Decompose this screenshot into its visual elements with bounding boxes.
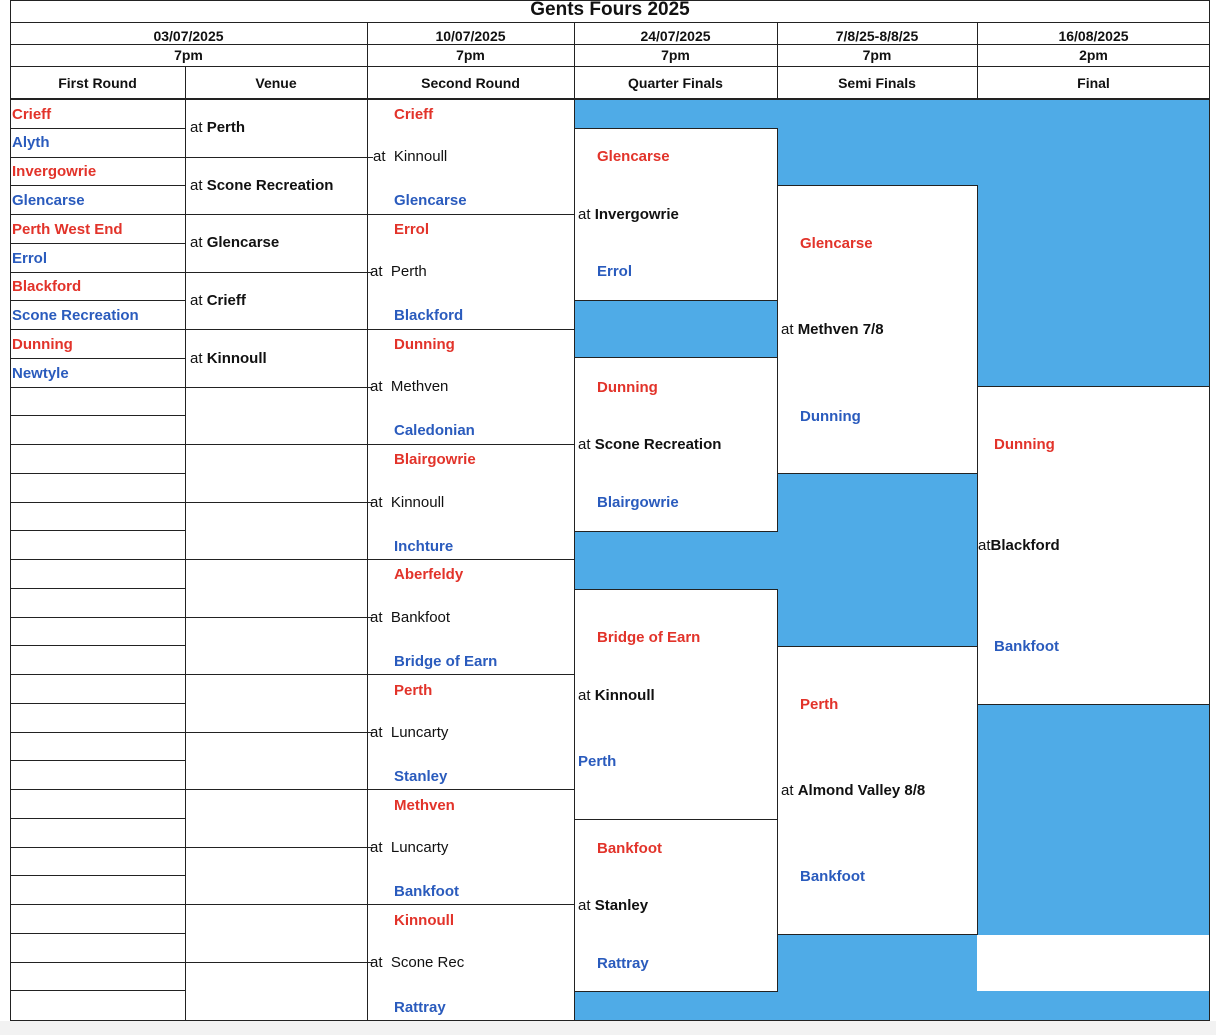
first-round-row-line (10, 703, 185, 704)
second-round-mid-tick (367, 962, 373, 963)
col-divider-second (367, 22, 368, 1021)
first-round-row-line (10, 185, 185, 186)
quarter-finals-time: 7pm (661, 47, 690, 63)
first-round-date: 03/07/2025 (153, 28, 224, 44)
first-round-row-line (10, 933, 185, 934)
header-top-line (10, 66, 1210, 67)
second-round-match-line (367, 789, 574, 790)
first-round-team: Invergowrie (12, 163, 97, 180)
second-round-match-line (367, 329, 574, 330)
second-round-match-line (367, 444, 574, 445)
first-round-team: Scone Recreation (12, 307, 139, 324)
second-round-mid-tick (367, 732, 373, 733)
venue-row-line (185, 847, 367, 848)
first-round-row-line (10, 272, 185, 273)
first-round-team: Alyth (12, 134, 50, 151)
first-round-row-line (10, 875, 185, 876)
venue-row-line (185, 559, 367, 560)
second-round-away: Caledonian (394, 422, 475, 439)
first-round-venue: at Scone Recreation (190, 177, 334, 194)
header-second-round: Second Round (421, 75, 520, 91)
second-round-away: Blackford (394, 307, 464, 324)
second-round-away: Inchture (394, 538, 454, 555)
first-round-row-line (10, 415, 185, 416)
second-round-mid-tick (367, 157, 373, 158)
final-date: 16/08/2025 (1058, 28, 1129, 44)
first-round-team: Newtyle (12, 365, 69, 382)
qf-venue: at Invergowrie (578, 206, 679, 223)
qf-home: Dunning (597, 379, 658, 396)
header-semi-finals: Semi Finals (838, 75, 916, 91)
first-round-team: Glencarse (12, 192, 85, 209)
first-round-venue: at Perth (190, 119, 246, 136)
second-round-mid-tick (367, 617, 373, 618)
second-round-match-line (367, 214, 574, 215)
first-round-row-line (10, 300, 185, 301)
second-round-home: Kinnoull (394, 912, 454, 929)
qf-venue: at Stanley (578, 897, 649, 914)
first-round-row-line (10, 329, 185, 330)
first-round-row-line (10, 387, 185, 388)
title-divider (10, 22, 1210, 23)
first-round-team: Errol (12, 250, 48, 267)
second-round-home: Methven (394, 797, 455, 814)
second-round-venue: at Scone Rec (370, 954, 465, 971)
bottom-strip (0, 1021, 1216, 1035)
second-round-home: Perth (394, 682, 433, 699)
first-round-row-line (10, 214, 185, 215)
qf-away: Errol (597, 263, 633, 280)
header-venue: Venue (255, 75, 297, 91)
qf-away: Perth (578, 753, 617, 770)
first-round-time: 7pm (174, 47, 203, 63)
first-round-venue: at Glencarse (190, 234, 280, 251)
final-time: 2pm (1079, 47, 1108, 63)
first-round-row-line (10, 760, 185, 761)
venue-row-line (185, 214, 367, 215)
venue-row-line (185, 387, 367, 388)
sf-away: Dunning (800, 408, 861, 425)
venue-row-line (185, 329, 367, 330)
second-round-time: 7pm (456, 47, 485, 63)
second-round-mid-tick (367, 272, 373, 273)
second-round-home: Blairgowrie (394, 451, 476, 468)
venue-row-line (185, 617, 367, 618)
first-round-row-line (10, 732, 185, 733)
first-round-row-line (10, 818, 185, 819)
page-title: Gents Fours 2025 (530, 0, 690, 20)
venue-row-line (185, 444, 367, 445)
second-round-mid-tick (367, 502, 373, 503)
first-round-row-line (10, 588, 185, 589)
second-round-away: Bankfoot (394, 883, 459, 900)
first-round-team: Crieff (12, 106, 52, 123)
first-round-row-line (10, 502, 185, 503)
venue-row-line (185, 674, 367, 675)
first-round-venue: at Kinnoull (190, 350, 267, 367)
first-round-row-line (10, 847, 185, 848)
first-round-row-line (10, 674, 185, 675)
first-round-row-line (10, 530, 185, 531)
first-round-row-line (10, 789, 185, 790)
sf-venue: at Methven 7/8 (781, 321, 884, 338)
venue-row-line (185, 789, 367, 790)
quarter-finals-date: 24/07/2025 (640, 28, 711, 44)
qf-home: Bridge of Earn (597, 629, 701, 646)
second-round-away: Bridge of Earn (394, 653, 498, 670)
first-round-venue: at Crieff (190, 292, 246, 309)
first-round-row-line (10, 358, 185, 359)
header-bottom-line (10, 98, 1210, 100)
first-round-row-line (10, 617, 185, 618)
semi-finals-time: 7pm (862, 47, 892, 63)
first-round-row-line (10, 962, 185, 963)
first-round-row-line (10, 243, 185, 244)
first-round-row-line (10, 559, 185, 560)
final-away: Bankfoot (994, 638, 1059, 655)
final-home: Dunning (994, 436, 1055, 453)
second-round-mid-tick (367, 847, 373, 848)
qf-venue: at Kinnoull (578, 687, 655, 704)
venue-row-line (185, 962, 367, 963)
second-round-away: Glencarse (394, 192, 467, 209)
header-quarter-finals: Quarter Finals (628, 75, 723, 91)
second-round-home: Dunning (394, 336, 455, 353)
second-round-venue: at Methven (370, 378, 449, 395)
sf-away: Bankfoot (800, 868, 865, 885)
second-round-match-line (367, 674, 574, 675)
second-round-venue: at Perth (370, 263, 427, 280)
second-round-venue: at Kinnoull (370, 494, 445, 511)
second-round-mid-tick (367, 387, 373, 388)
first-round-row-line (10, 157, 185, 158)
second-round-away: Rattray (394, 999, 446, 1016)
first-round-row-line (10, 990, 185, 991)
first-round-row-line (10, 645, 185, 646)
second-round-venue: at Luncarty (370, 839, 449, 856)
venue-row-line (185, 732, 367, 733)
qf-venue: at Scone Recreation (578, 436, 722, 453)
first-round-row-line (10, 128, 185, 129)
first-round-row-line (10, 444, 185, 445)
first-round-row-line (10, 473, 185, 474)
venue-row-line (185, 502, 367, 503)
second-round-venue: at Kinnoull (373, 148, 448, 165)
sf-home: Perth (800, 696, 839, 713)
second-round-venue: at Luncarty (370, 724, 449, 741)
qf-home: Glencarse (597, 148, 670, 165)
qf-away: Blairgowrie (597, 494, 679, 511)
sf-venue: at Almond Valley 8/8 (781, 782, 926, 799)
venue-row-line (185, 272, 367, 273)
qf-home: Bankfoot (597, 840, 662, 857)
venue-row-line (185, 904, 367, 905)
semi-finals-date: 7/8/25-8/8/25 (835, 28, 919, 44)
second-round-date: 10/07/2025 (435, 28, 506, 44)
second-round-away: Stanley (394, 768, 448, 785)
first-round-team: Perth West End (12, 221, 123, 238)
second-round-match-line (367, 904, 574, 905)
second-round-home: Aberfeldy (394, 566, 464, 583)
second-round-home: Crieff (394, 106, 434, 123)
header-final: Final (1077, 75, 1110, 91)
venue-row-line (185, 157, 367, 158)
second-round-match-line (367, 559, 574, 560)
col-divider-venue (185, 66, 186, 1021)
first-round-row-line (10, 904, 185, 905)
sf-home: Glencarse (800, 235, 873, 252)
second-round-venue: at Bankfoot (370, 609, 451, 626)
qf-away: Rattray (597, 955, 649, 972)
header-first-round: First Round (58, 75, 137, 91)
second-round-home: Errol (394, 221, 430, 238)
first-round-team: Blackford (12, 278, 82, 295)
final-venue: atBlackford (978, 537, 1060, 554)
first-round-team: Dunning (12, 336, 73, 353)
